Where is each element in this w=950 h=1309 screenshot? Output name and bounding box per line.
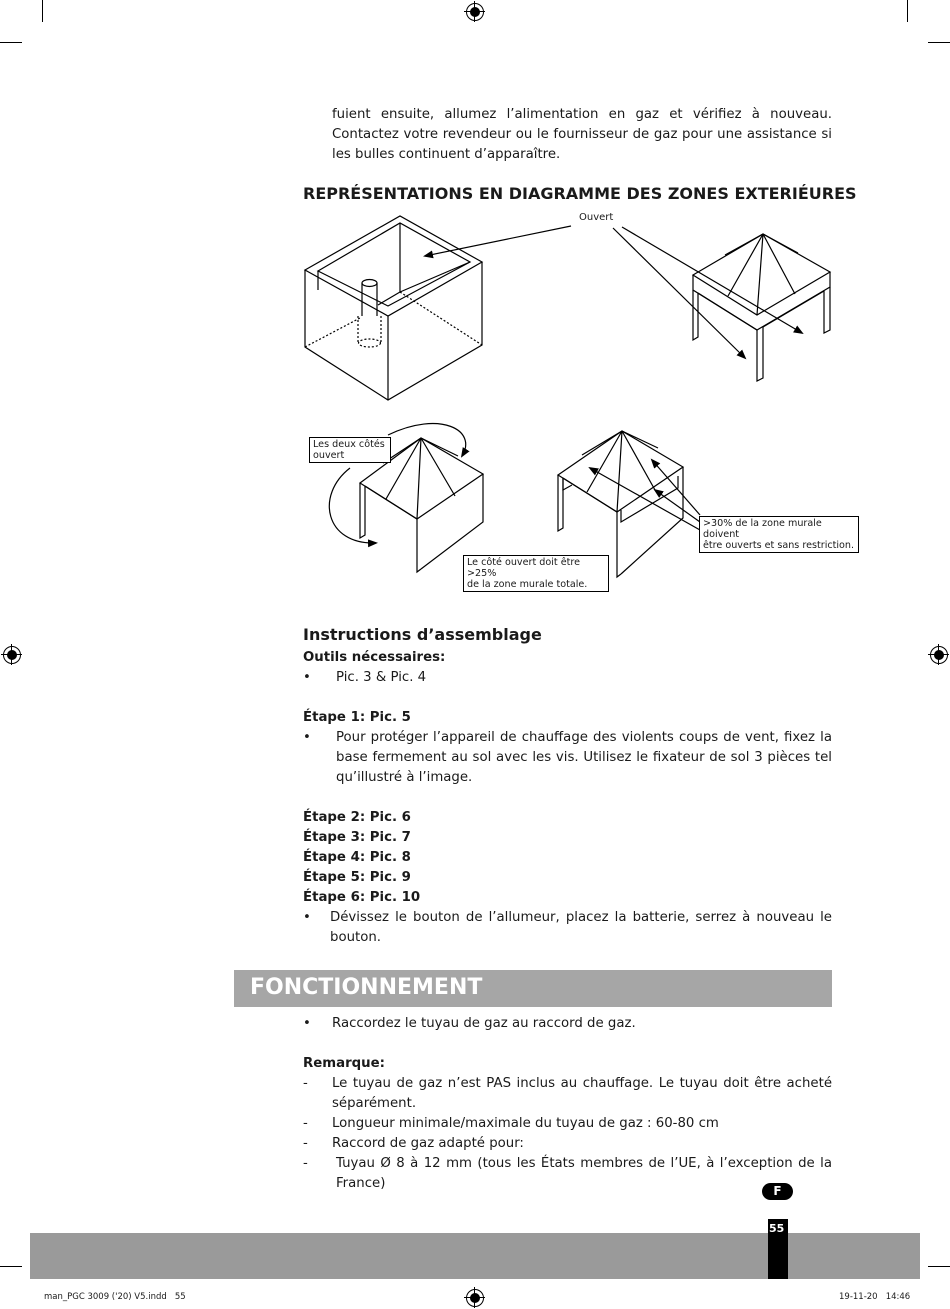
dash-mark: - — [303, 1136, 308, 1151]
section-banner — [234, 970, 832, 1007]
date-time: 19-11-20 14:46 — [839, 1292, 911, 1302]
language-badge — [762, 1183, 793, 1200]
step2-label: Étape 2: Pic. 6 — [303, 810, 411, 825]
language-badge-label: F — [773, 1184, 782, 1198]
crop-mark — [928, 1266, 950, 1267]
bullet-mark: • — [303, 730, 311, 745]
registration-mark-icon — [930, 646, 948, 664]
registration-mark-icon — [466, 1289, 484, 1307]
callout-line: Les deux côtés — [313, 439, 385, 450]
remark-1: Le tuyau de gaz n’est PAS inclus au chauffage. Le tuyau doit être acheté séparément. — [332, 1076, 832, 1111]
tools-label: Outils nécessaires: — [303, 650, 446, 665]
operation-item: Raccordez le tuyau de gaz au raccord de gaz. — [332, 1016, 636, 1031]
page-number: 55 — [769, 1222, 785, 1235]
remark-4: Tuyau Ø 8 à 12 mm (tous les États membres de l’UE, à l’exception de la France) — [336, 1156, 832, 1191]
tools-item: Pic. 3 & Pic. 4 — [336, 670, 427, 685]
callout-line: >30% de la zone murale doivent — [703, 518, 822, 540]
callout-line: être ouverts et sans restriction. — [703, 540, 855, 551]
intro-paragraph: fuient ensuite, allumez l’alimentation en gaz et vérifiez à nouveau. Contactez votre revendeur ou le fournisseur de gaz pour une assistance si les bulles continuent d’apparaître. — [332, 107, 832, 162]
dash-mark: - — [303, 1156, 308, 1171]
callout-both-sides-open — [309, 437, 391, 463]
remark-3: Raccord de gaz adapté pour: — [332, 1136, 524, 1151]
step6-label: Étape 6: Pic. 10 — [303, 890, 421, 905]
remark-label: Remarque: — [303, 1056, 385, 1071]
dash-mark: - — [303, 1116, 308, 1131]
callout-line: ouvert — [313, 450, 345, 461]
dash-mark: - — [303, 1076, 308, 1091]
callout-wall-area — [699, 516, 859, 553]
page-number-tab — [768, 1219, 788, 1279]
remark-2: Longueur minimale/maximale du tuyau de gaz : 60-80 cm — [332, 1116, 719, 1131]
diagram-heading: REPRÉSENTATIONS EN DIAGRAMME DES ZONES EXTERIÉURES — [303, 184, 857, 203]
step6-text: Dévissez le bouton de l’allumeur, placez la batterie, serrez à nouveau le bouton. — [330, 910, 832, 945]
callout-open-side — [463, 555, 609, 592]
callout-line: Le côté ouvert doit être >25% — [467, 557, 581, 579]
banner-title: FONCTIONNEMENT — [250, 975, 483, 1000]
bullet-mark: • — [303, 670, 311, 685]
bullet-mark: • — [303, 1016, 311, 1031]
callout-line: de la zone murale totale. — [467, 579, 588, 590]
step1-text: Pour protéger l’appareil de chauffage des violents coups de vent, fixez la base fermement au sol avec les vis. Utilisez le fixateur de sol 3 pièces tel qu’illustré à l’image. — [336, 730, 832, 785]
step5-label: Étape 5: Pic. 9 — [303, 870, 411, 885]
step3-label: Étape 3: Pic. 7 — [303, 830, 411, 845]
step4-label: Étape 4: Pic. 8 — [303, 850, 411, 865]
step1-label: Étape 1: Pic. 5 — [303, 710, 411, 725]
file-info: man_PGC 3009 ('20) V5.indd 55 — [44, 1292, 186, 1302]
label-open: Ouvert — [579, 212, 614, 223]
registration-mark-icon — [3, 646, 21, 664]
crop-mark — [0, 1266, 22, 1267]
bullet-mark: • — [303, 910, 311, 925]
assembly-title: Instructions d’assemblage — [303, 625, 542, 644]
